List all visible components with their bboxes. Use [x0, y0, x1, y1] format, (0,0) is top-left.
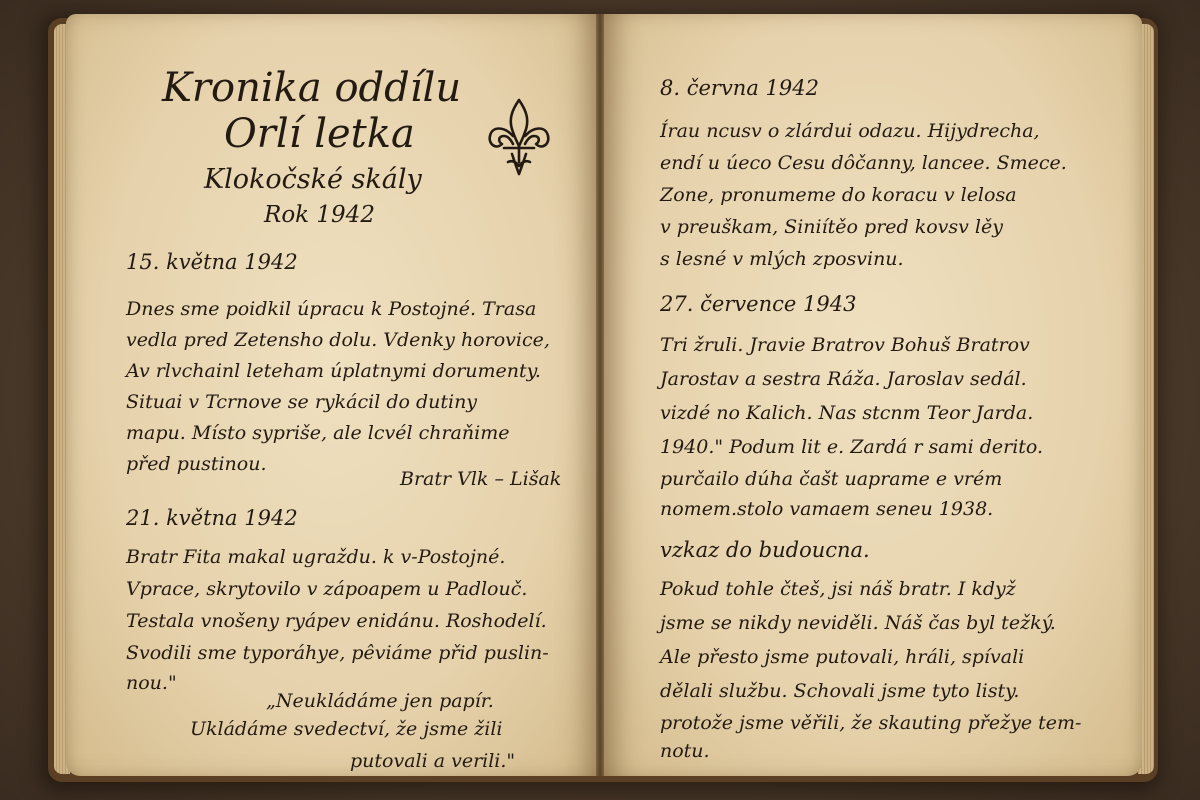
troop-name: Orlí letka: [224, 111, 415, 157]
right-page: [600, 14, 1142, 776]
entry-line: endí u úeco Cesu dôčanny, lancee. Smece.: [660, 152, 1067, 174]
entry-line: Pokud tohle čteš, jsi náš bratr. I když: [660, 578, 1016, 600]
location-title: Klokočské skály: [204, 164, 422, 195]
message-heading: vzkaz do budoucna.: [660, 538, 870, 562]
entry-line: s lesné v mlých zposvinu.: [660, 248, 904, 270]
entry-line: před pustinou.: [126, 453, 267, 475]
year-title: Rok 1942: [264, 202, 375, 228]
entry-line: Írau ncusv o zlárdui odazu. Hijydrecha,: [660, 120, 1040, 142]
entry-line: Testala vnošeny ryápev enidánu. Roshodelí.: [126, 610, 547, 632]
entry-line: Bratr Fita makal ugraždu. k v-Postojné.: [126, 546, 506, 568]
entry-date: 15. května 1942: [126, 250, 298, 274]
entry-date: 21. května 1942: [126, 506, 298, 530]
entry-line: notu.: [660, 740, 710, 762]
signature: Bratr Vlk – Lišak: [400, 468, 562, 490]
entry-line: Vprace, skrytovilo v zápoapem u Padlouč.: [126, 578, 528, 600]
entry-line: Av rlvchainl leteham úplatnymi dorumenty.: [126, 360, 541, 382]
quote-line: putovali a verili.": [350, 750, 516, 772]
entry-line: Tri žruli. Jravie Bratrov Bohuš Bratrov: [660, 334, 1030, 356]
chronicle-title: Kronika oddílu: [162, 65, 462, 111]
entry-line: Situai v Tcrnove se rykácil do dutiny: [126, 391, 478, 413]
left-page: [66, 14, 602, 776]
quote-line: „Neukládáme jen papír.: [266, 690, 494, 712]
entry-line: mapu. Místo sypriše, ale lcvél chraňime: [126, 422, 510, 444]
quote-line: Ukládáme svedectví, že jsme žili: [190, 718, 503, 740]
entry-line: purčailo dúha čašt uaprame e vrém: [660, 468, 1003, 490]
entry-line: protože jsme věřili, že skauting přežye tem-: [660, 712, 1082, 734]
book-gutter: [596, 14, 604, 776]
entry-line: vizdé no Kalich. Nas stcnm Teor Jarda.: [660, 402, 1034, 424]
fleur-de-lis-icon: [486, 96, 552, 178]
entry-date: 27. července 1943: [660, 292, 857, 316]
entry-line: vedla pred Zetensho dolu. Vdenky horovice,: [126, 329, 550, 351]
entry-line: v preuškam, Siniítěo pred kovsv lěy: [660, 216, 1003, 238]
entry-line: nou.": [126, 672, 177, 694]
entry-line: jsme se nikdy neviděli. Náš čas byl težký.: [660, 612, 1056, 634]
entry-line: nomem.stolo vamaem seneu 1938.: [660, 498, 994, 520]
entry-line: Ale přesto jsme putovali, hráli, spívali: [660, 646, 1025, 668]
entry-line: Svodili sme typoráhye, pêviáme přid puslin-: [126, 642, 549, 664]
entry-line: 1940." Podum lit e. Zardá r sami derito.: [660, 436, 1044, 458]
entry-line: Jarostav a sestra Ráža. Jaroslav sedál.: [660, 368, 1027, 390]
entry-date: 8. června 1942: [660, 76, 819, 100]
entry-line: Dnes sme poidkil úpracu k Postojné. Trasa: [126, 298, 537, 320]
entry-line: dělali službu. Schovali jsme tyto listy.: [660, 680, 1020, 702]
entry-line: Zone, pronumeme do koracu v lelosa: [660, 184, 1017, 206]
